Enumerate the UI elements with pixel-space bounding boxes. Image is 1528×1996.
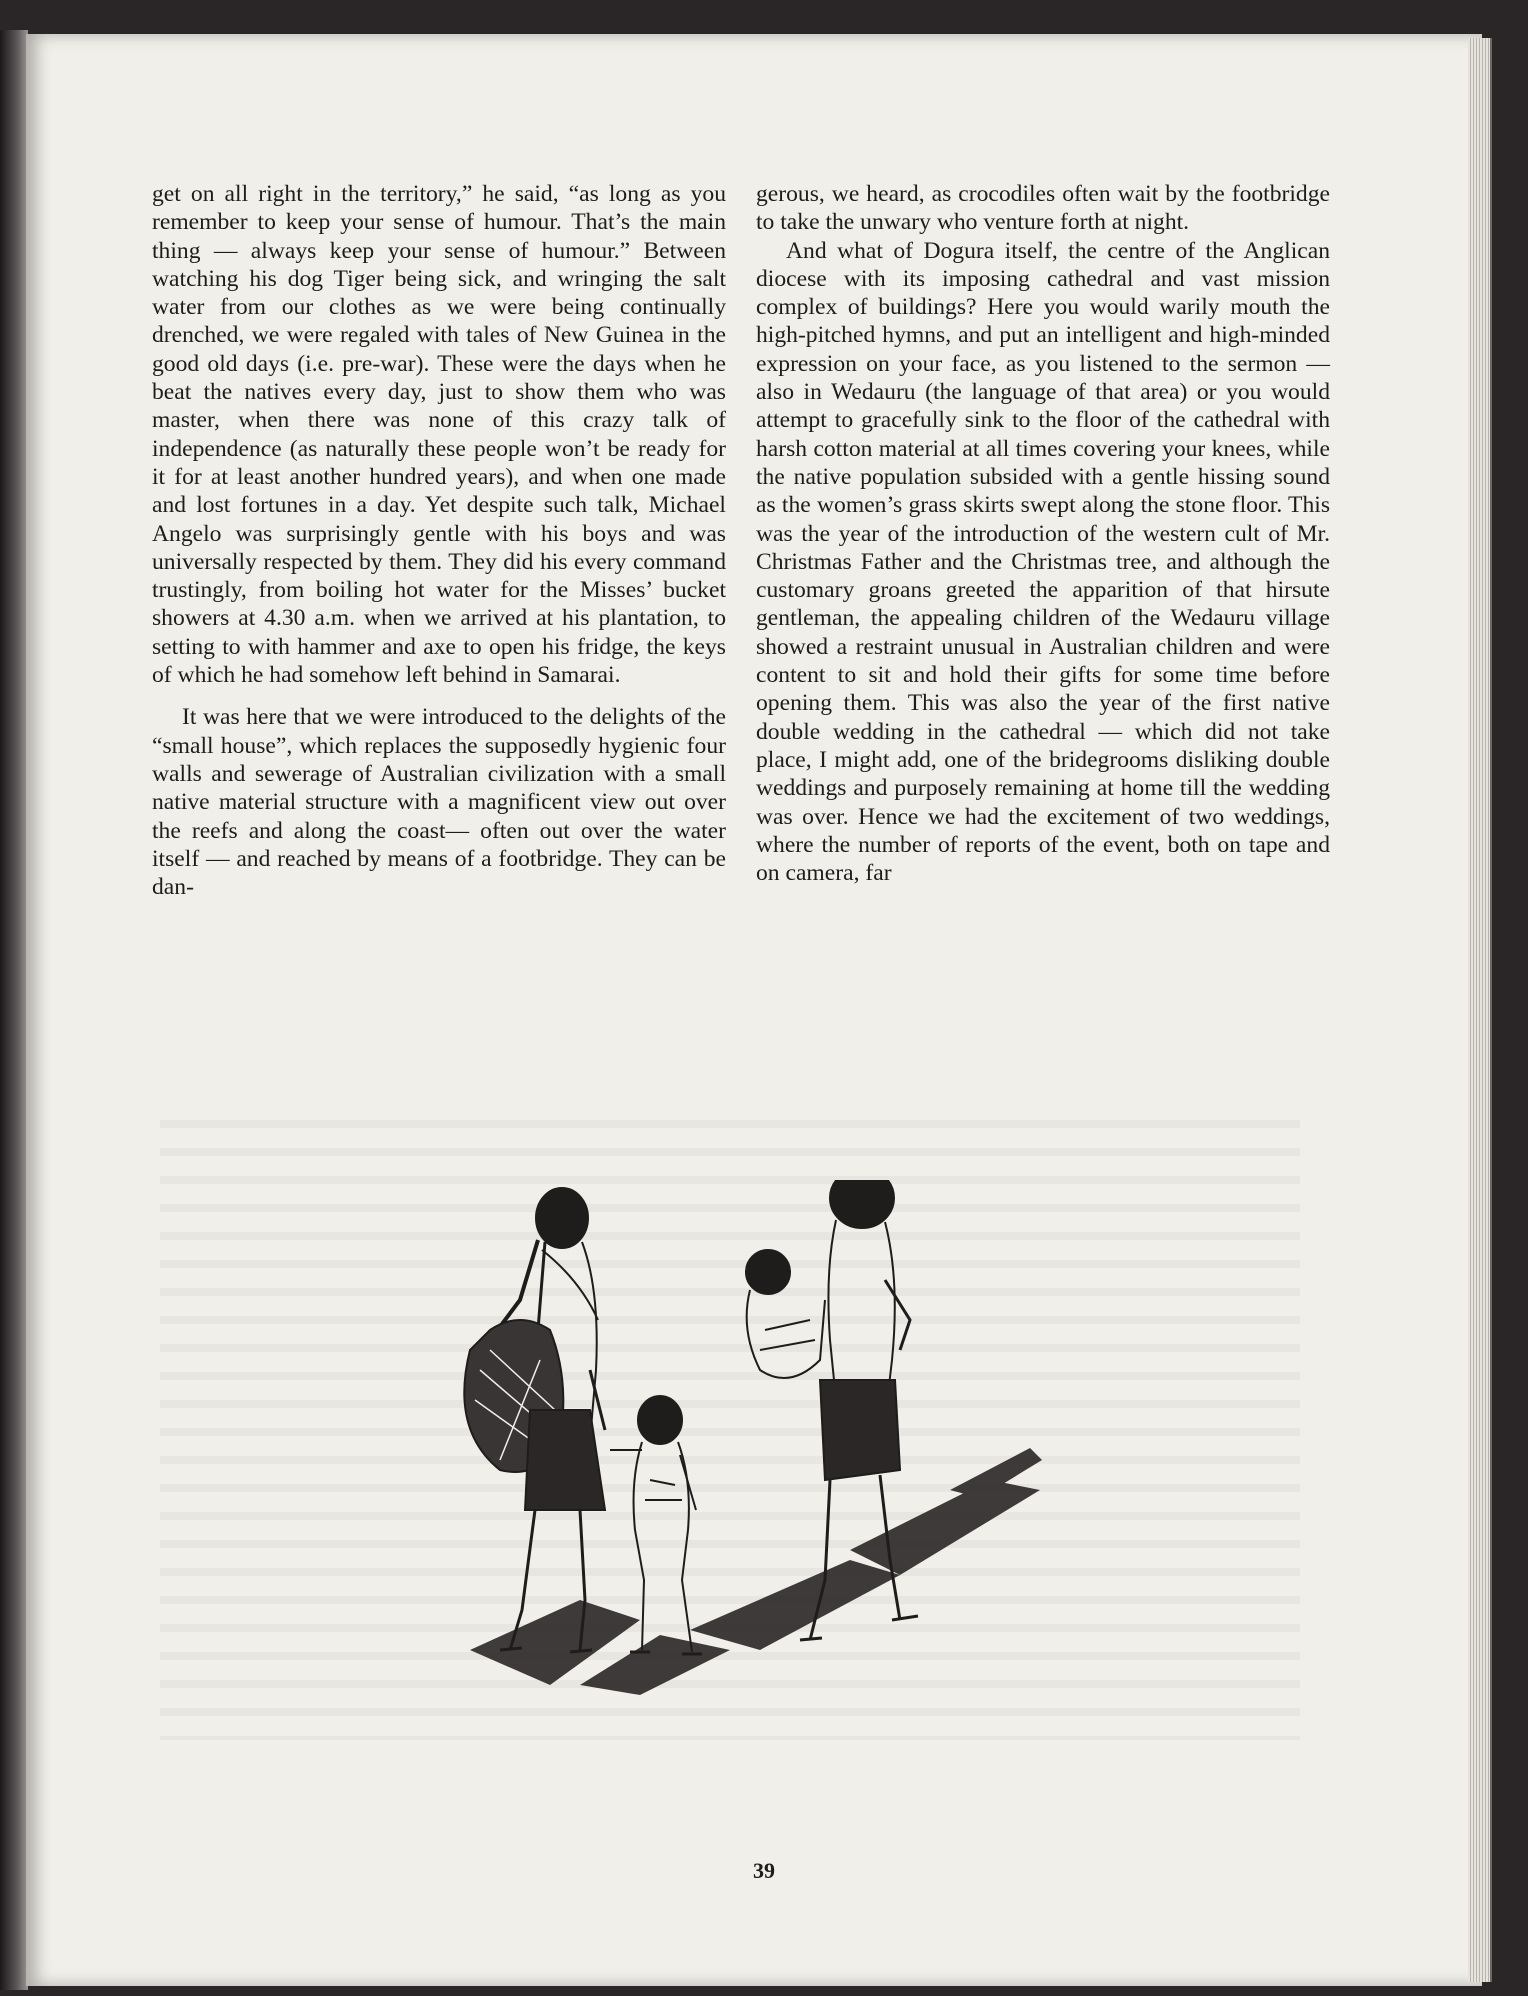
right-paragraph-2: And what of Dogura itself, the centre of the Anglican diocese with its imposing cathedral and vast mission complex of buildings? Here you would warily mouth the high-pitched hymns, and put an intelligent and high-minded expression on your face, as you listened to the sermon — also in Wedauru (the language of that area) or you would attempt to gracefully sink to the floor of the cathedral with harsh cotton material at all times covering your knees, while the native population subsided with a gentle hissing sound as the women’s grass skirts swept along the stone floor. This was the year of the introduction of the western cult of Mr. Christmas Father and the Christmas tree, and although the customary groans greeted the apparition of that hirsute gentleman, the appealing children of the Wedauru village showed a restraint unusual in Australian children and were content to sit and hold their gifts for some time before opening them. This was also the year of the first native double wedding in the cathedral — which did not take place, I might add, one of the bridegrooms disliking double weddings and purposely remaining at home till the wedding was over. Hence we had the excitement of two weddings, where the number of reports of the event, both on tape and on camera, far	[756, 237, 1330, 887]
woman-figure	[464, 1188, 605, 1652]
left-paragraph-1: get on all right in the territory,” he said, “as long as you remember to keep your sense of humour. That’s the main thing — always keep your sense of humour.” Between watching his dog Tiger being sick, and wringing the salt water from our clothes as we were being continually drenched, we were regaled with tales of New Guinea in the good old days (i.e. pre-war). These were the days when he beat the natives every day, just to show them who was master, when there was none of this crazy talk of independence (as naturally these people won’t be ready for it for at least another hundred years), and when one made and lost fortunes in a day. Yet despite such talk, Michael Angelo was surprisingly gentle with his boys and was universally respected by them. They did his every command trustingly, from boiling hot water for the Misses’ bucket showers at 4.30 a.m. when we arrived at his plantation, to setting to with hammer and axe to open his fridge, the keys of which he had somehow left behind in Samarai.	[152, 181, 726, 689]
page-stack-edge	[1468, 38, 1492, 1982]
page-number: 39	[753, 1858, 775, 1883]
figures-walking-illustration	[430, 1180, 1060, 1700]
left-text-column	[152, 180, 726, 901]
right-text-column	[756, 180, 1330, 887]
facing-page-edge	[0, 30, 28, 1990]
left-paragraph-2: It was here that we were introduced to the delights of the “small house”, which replaces the supposedly hygienic four walls and sewerage of Australian civilization with a small native material structure with a magnificent view out over the reefs and along the coast— often out over the water itself — and reached by means of a footbridge. They can be dan-	[152, 704, 726, 901]
right-paragraph-1: gerous, we heard, as crocodiles often wait by the footbridge to take the unwary who venture forth at night.	[756, 181, 1330, 236]
